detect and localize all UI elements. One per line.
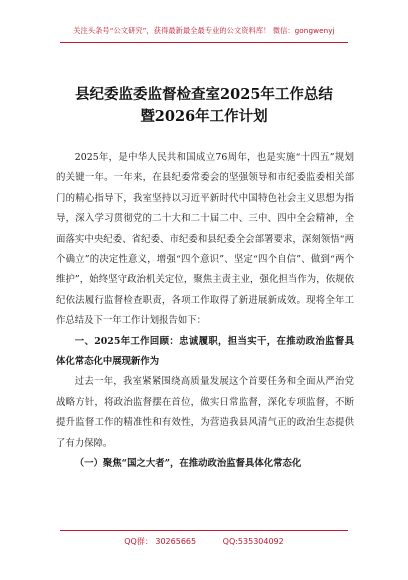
subsection-heading-1: （一）聚焦“国之大者”，在推动政治监督具体化常态化 — [74, 458, 302, 470]
title-line-2: 暨2026年工作计划 — [140, 108, 268, 125]
title-line-1: 县纪委监委监督检查室2025年工作总结 — [75, 86, 333, 103]
footer-qq-number: QQ:535304092 — [222, 537, 284, 546]
header-divider — [60, 42, 348, 43]
header-banner: 关注头条号“公文研究”，获得最新最全最专业的公文资料库！ 微信：gongwenyj — [73, 26, 335, 35]
review-paragraph: 过去一年，我室紧紧围绕高质量发展这个首要任务和全面从严治党战略方针，将政治监督摆在首位，做实日常监督，深化专项监督，不断提升监督工作的精准性和有效性，为营造我县风清气正的政治生态提供了有力保障。 — [56, 376, 354, 449]
document-body — [56, 148, 354, 475]
footer-contact — [0, 536, 408, 547]
section-heading-1: 一、2025年工作回顾：忠诚履职，担当实干，在推动政治监督具体化常态化中展现新作为 — [56, 335, 354, 368]
footer-divider — [60, 530, 348, 531]
footer-qq-group: QQ群： 30265665 — [124, 537, 197, 546]
document-title — [0, 84, 408, 128]
intro-paragraph: 2025年，是中华人民共和国成立76周年，也是实施“十四五”规划的关键一年。一年来，在县纪委常委会的坚强领导和市纪委监委相关部门的精心指导下，我室坚持以习近平新时代中国特色社会主义思想为指导，深入学习贯彻党的二十大和二十届二中、三中、四中全会精神，全面落实中央纪委、省纪委、市纪委和县纪委全会部署要求，深刻领悟“两个确立”的决定性意义，增强“四个意识”、坚定“四个自信”、做到“两个维护”，始终坚守政治机关定位，聚焦主责主业，强化担当作为，依规依纪依法履行监督检查职责，各项工作取得了新进展新成效。现将全年工作总结及下一年工作计划报告如下： — [56, 152, 354, 327]
